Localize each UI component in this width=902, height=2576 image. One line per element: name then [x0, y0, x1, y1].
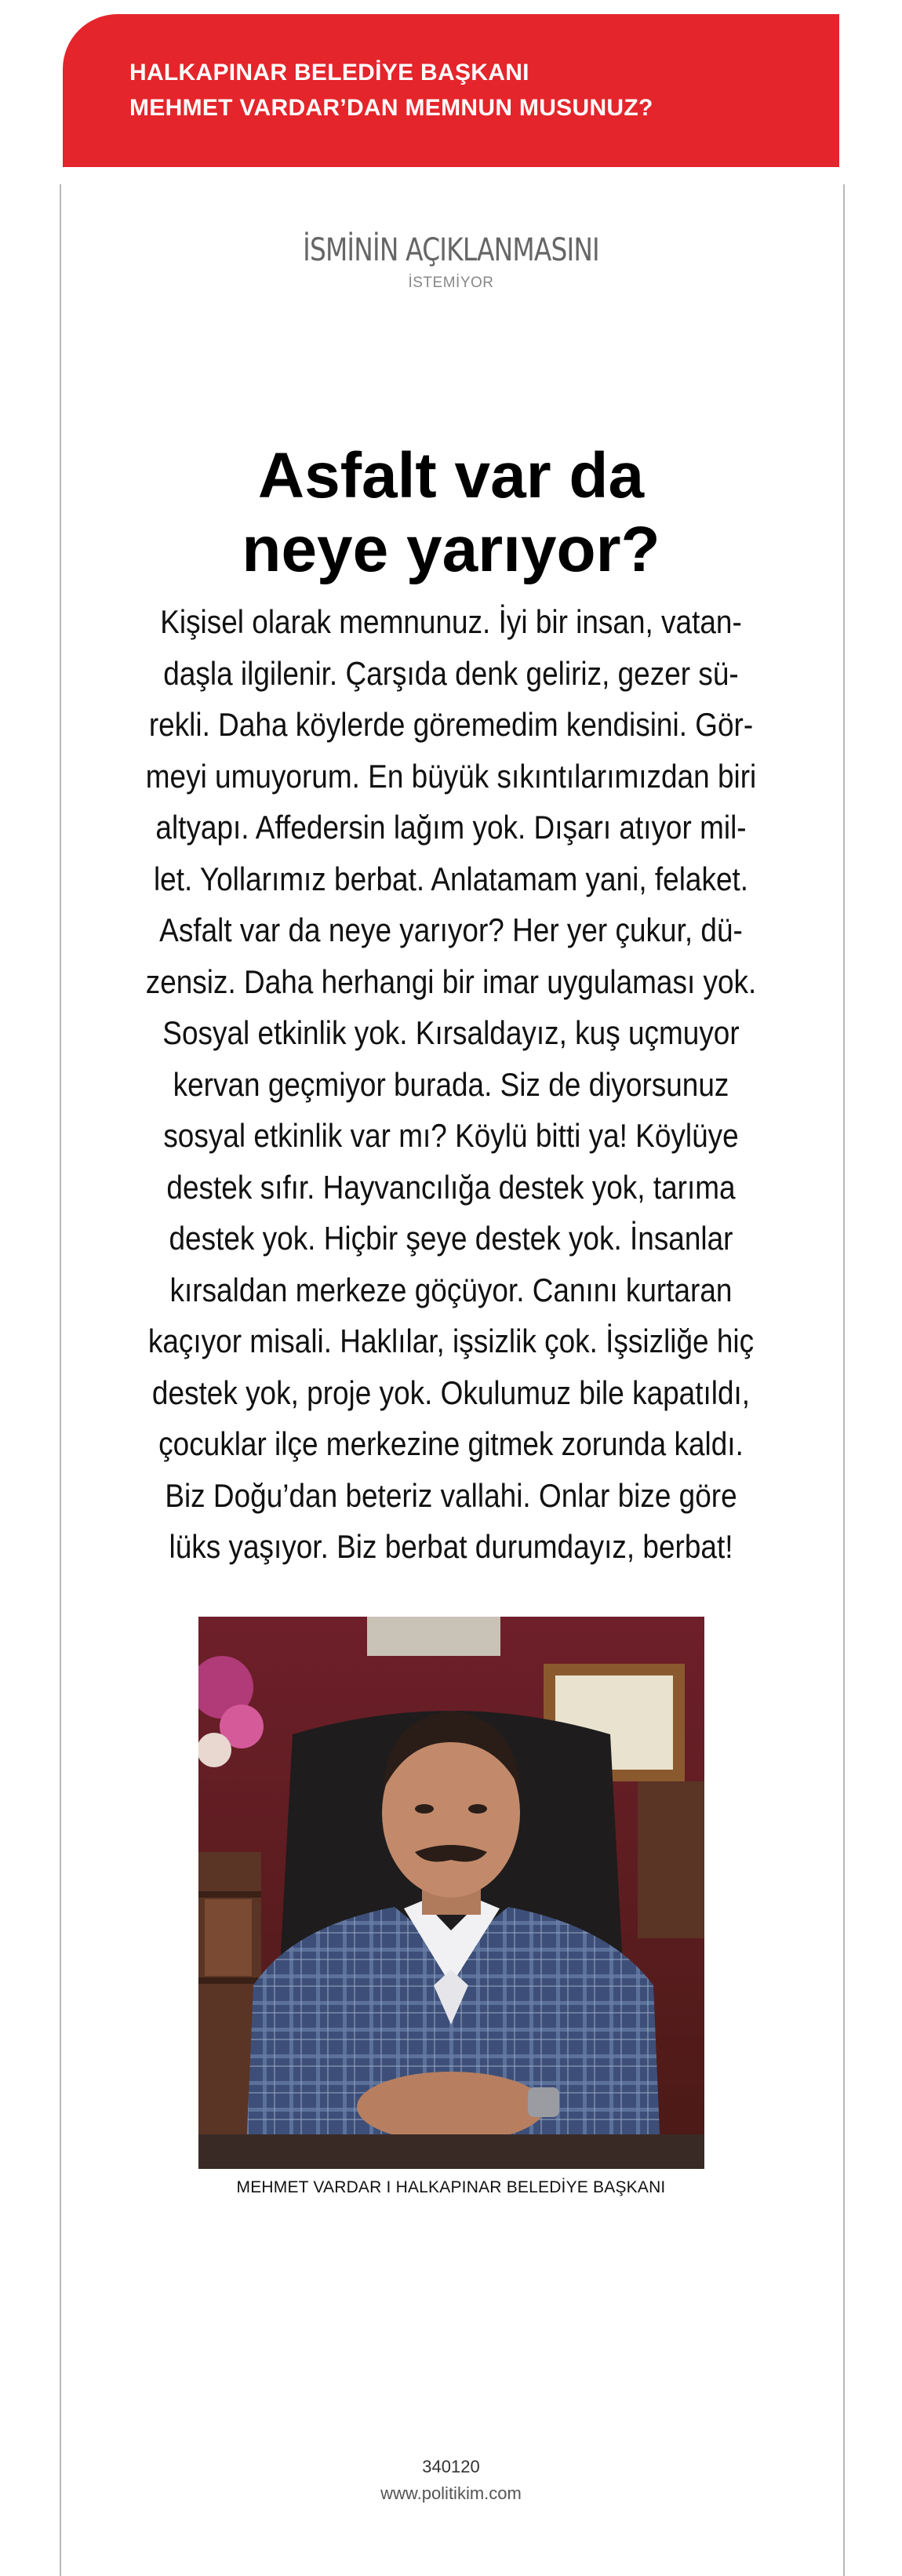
article-body-line: Kişisel olarak memnunuz. İyi bir insan, vatan-: [160, 603, 742, 640]
article-body-line: kırsaldan merkeze göçüyor. Canını kurtaran: [169, 1271, 733, 1308]
header-banner: [63, 14, 839, 167]
article-body-line: kaçıyor misali. Haklılar, işsizlik çok. İşsizliğe hiç: [147, 1323, 755, 1359]
portrait-photo: [198, 1617, 704, 2169]
article-body-line: rekli. Daha köylerde göremedim kendisini. Gör-: [148, 706, 754, 743]
article-body-line: Biz Doğu’dan beteriz vallahi. Onlar bize göre: [165, 1476, 737, 1514]
article-body-line: sosyal etkinlik var mı? Köylü bitti ya! Köylüye: [163, 1117, 739, 1154]
article-body-line: Sosyal etkinlik yok. Kırsaldayız, kuş uçmuyor: [162, 1014, 740, 1051]
portrait-illustration: [198, 1617, 704, 2169]
headline-line: Asfalt var da: [257, 440, 645, 511]
banner-title-line-2: MEHMET VARDAR’DAN MEMNUN MUSUNUZ?: [129, 95, 653, 121]
article-body-line: zensiz. Daha herhangi bir imar uygulaması yok.: [145, 962, 757, 1000]
footer-website: www.politikim.com: [380, 2483, 522, 2503]
article-body-line: meyi umuyorum. En büyük sıkıntılarımızdan biri: [145, 757, 757, 795]
banner-title-line-1: HALKAPINAR BELEDİYE BAŞKANI: [129, 60, 529, 86]
photo-caption: MEHMET VARDAR I HALKAPINAR BELEDİYE BAŞKANI: [236, 2178, 666, 2196]
footer-code: 340120: [422, 2457, 480, 2476]
headline-line: neye yarıyor?: [242, 514, 660, 585]
article-body-line: altyapı. Affedersin lağım yok. Dışarı atıyor mil-: [155, 809, 747, 846]
article-body-line: Asfalt var da neye yarıyor? Her yer çukur, dü-: [159, 911, 743, 948]
source-subtitle: İSTEMİYOR: [408, 275, 494, 291]
article-body-line: kervan geçmiyor burada. Siz de diyorsunuz: [173, 1065, 729, 1103]
article-body-line: destek yok. Hiçbir şeye destek yok. İnsanlar: [169, 1220, 733, 1257]
article-body-line: destek yok, proje yok. Okulumuz bile kapatıldı,: [151, 1374, 751, 1411]
article-body-line: çocuklar ilçe merkezine gitmek zorunda kaldı.: [158, 1425, 744, 1462]
article-headline: [0, 439, 902, 587]
source-name: İSMİNİN AÇIKLANMASINI: [303, 232, 599, 268]
article-body-line: let. Yollarımız berbat. Anlatamam yani, felaket.: [153, 860, 749, 897]
article-body-line: destek sıfır. Hayvancılığa destek yok, tarıma: [166, 1168, 736, 1206]
article-body-line: daşla ilgilenir. Çarşıda denk geliriz, gezer sü-: [163, 654, 739, 692]
article-body: [144, 596, 758, 1573]
article-body-line: lüks yaşıyor. Biz berbat durumdayız, berbat!: [169, 1528, 733, 1565]
